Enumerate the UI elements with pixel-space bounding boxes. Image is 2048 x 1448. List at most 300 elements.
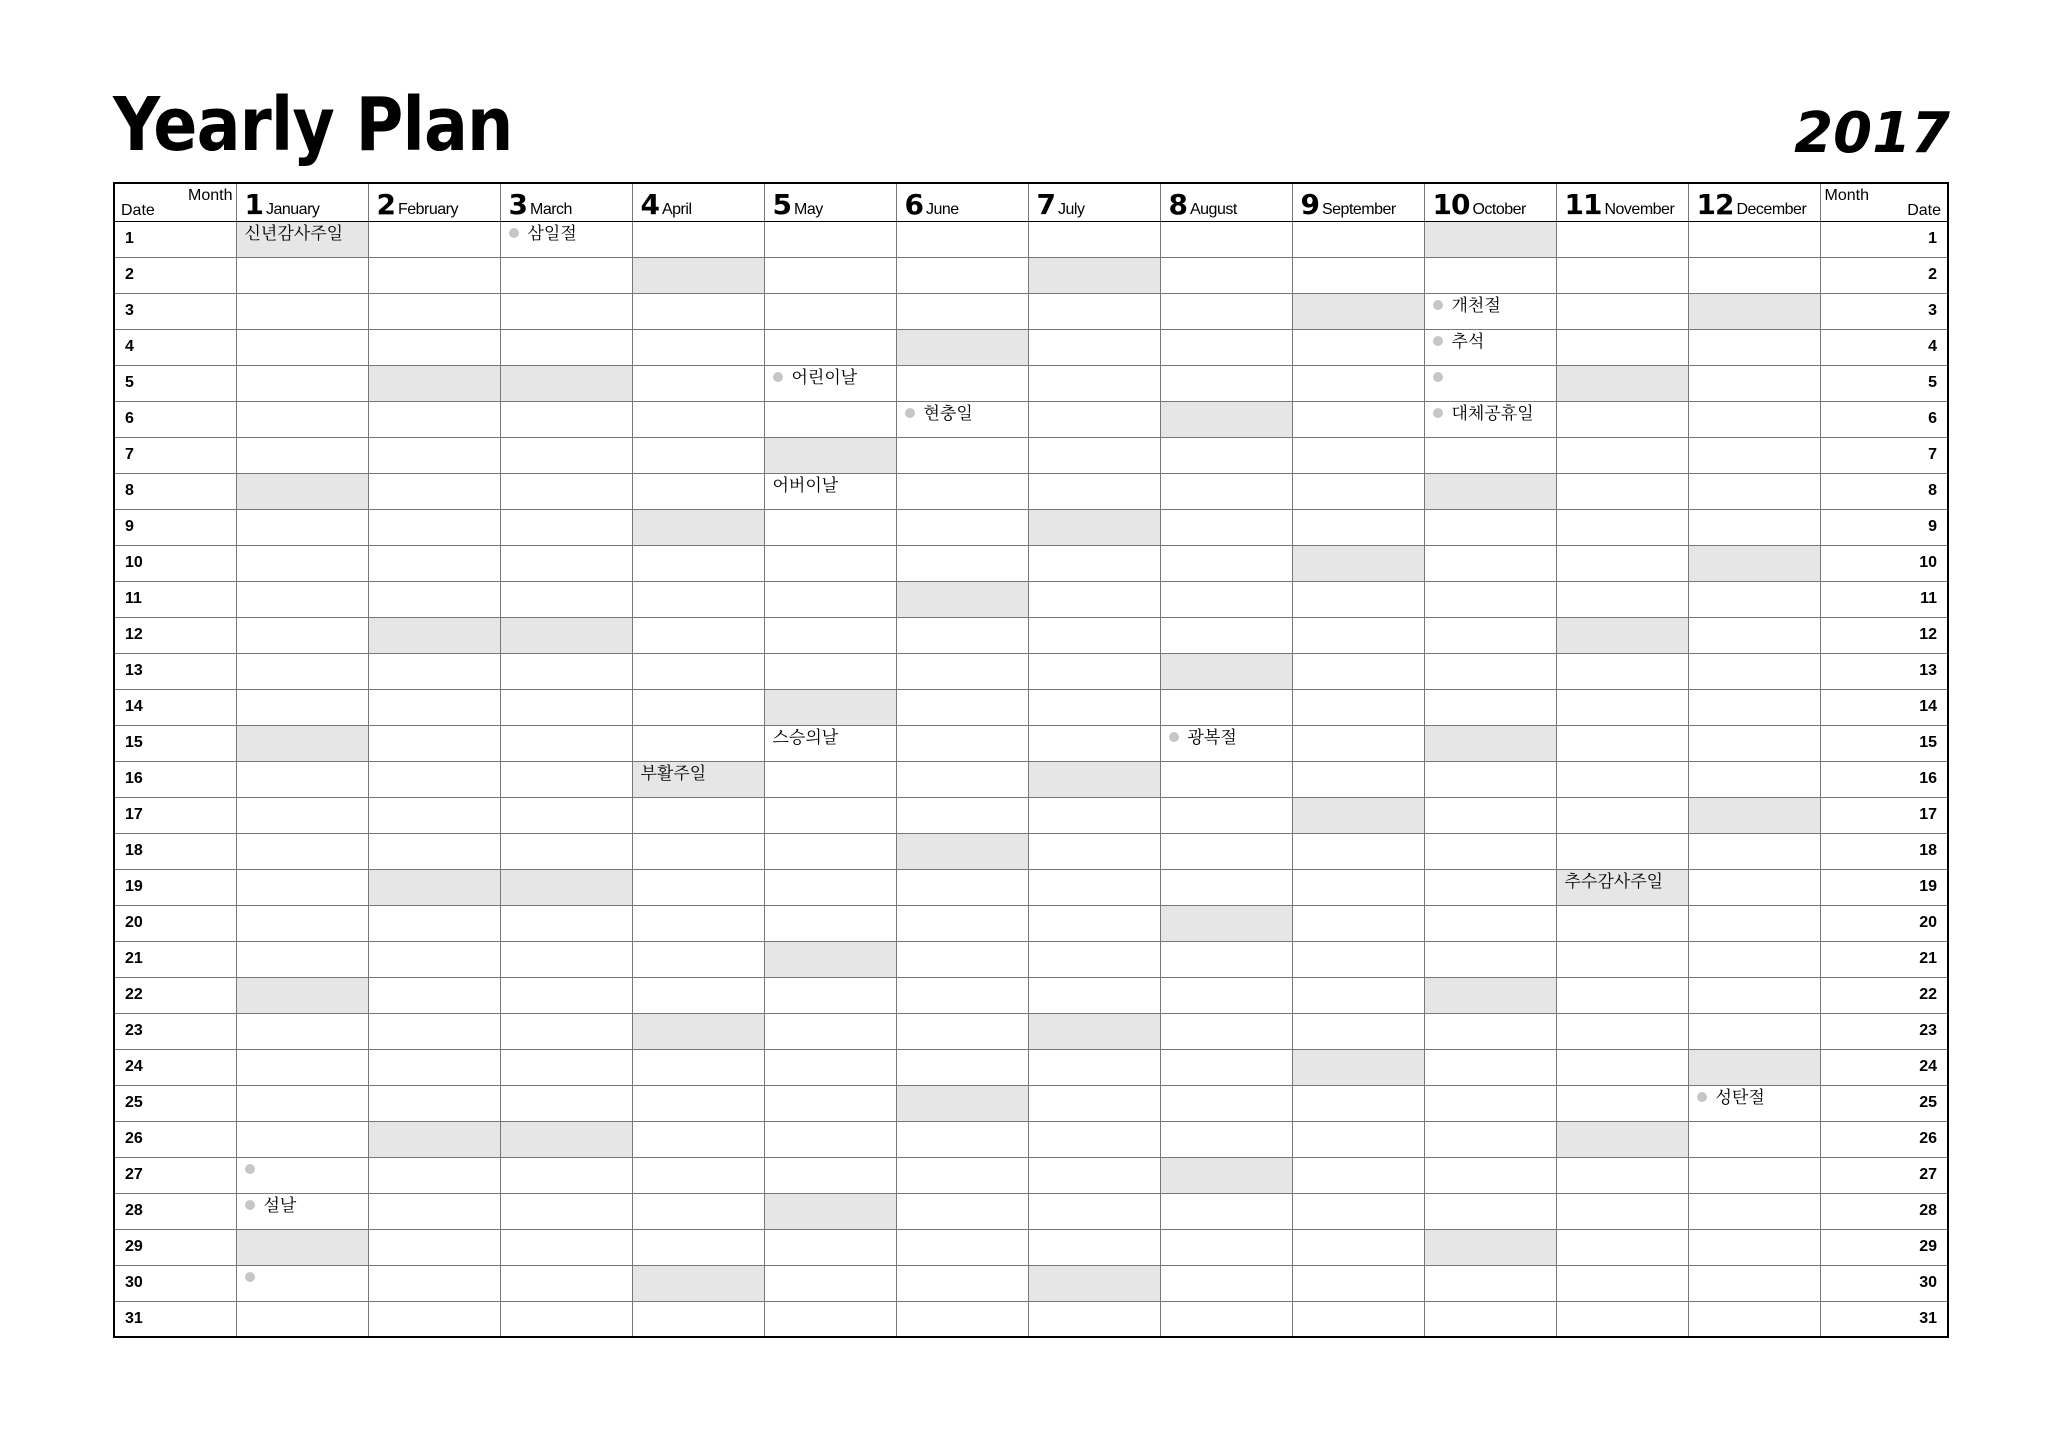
day-cell[interactable] [896, 1229, 1028, 1265]
day-cell[interactable] [1028, 1013, 1160, 1049]
day-cell[interactable] [500, 833, 632, 869]
day-cell[interactable] [1292, 1157, 1424, 1193]
day-cell[interactable] [1688, 1013, 1820, 1049]
day-cell[interactable] [1424, 1301, 1556, 1337]
day-cell[interactable] [368, 437, 500, 473]
day-cell[interactable] [632, 509, 764, 545]
day-cell[interactable] [1028, 1049, 1160, 1085]
day-cell[interactable] [1292, 833, 1424, 869]
day-cell[interactable] [896, 1121, 1028, 1157]
day-cell[interactable] [1424, 1085, 1556, 1121]
day-cell[interactable] [1556, 1085, 1688, 1121]
day-cell[interactable] [1160, 401, 1292, 437]
day-cell[interactable] [896, 221, 1028, 257]
day-cell[interactable] [1556, 653, 1688, 689]
day-cell[interactable] [1424, 1265, 1556, 1301]
day-cell[interactable] [500, 257, 632, 293]
day-cell[interactable] [236, 293, 368, 329]
day-cell[interactable] [1028, 329, 1160, 365]
day-cell[interactable] [1028, 977, 1160, 1013]
day-cell[interactable] [1688, 581, 1820, 617]
day-cell[interactable] [1556, 1229, 1688, 1265]
day-cell[interactable] [236, 509, 368, 545]
day-cell[interactable] [1688, 509, 1820, 545]
day-cell[interactable] [1688, 905, 1820, 941]
day-cell[interactable] [1556, 617, 1688, 653]
day-cell[interactable] [764, 761, 896, 797]
day-cell[interactable] [368, 1265, 500, 1301]
day-cell[interactable] [764, 1301, 896, 1337]
day-cell[interactable] [896, 689, 1028, 725]
day-cell[interactable] [896, 833, 1028, 869]
day-cell[interactable] [368, 941, 500, 977]
day-cell[interactable] [368, 581, 500, 617]
day-cell[interactable] [368, 797, 500, 833]
day-cell[interactable] [368, 653, 500, 689]
day-cell[interactable] [1160, 617, 1292, 653]
day-cell[interactable] [1160, 725, 1292, 761]
day-cell[interactable] [1424, 1193, 1556, 1229]
day-cell[interactable] [1160, 509, 1292, 545]
day-cell[interactable] [1556, 869, 1688, 905]
day-cell[interactable] [1292, 473, 1424, 509]
day-cell[interactable] [1292, 1049, 1424, 1085]
day-cell[interactable] [896, 761, 1028, 797]
day-cell[interactable] [1160, 221, 1292, 257]
day-cell[interactable] [632, 833, 764, 869]
day-cell[interactable] [1028, 545, 1160, 581]
day-cell[interactable] [236, 1121, 368, 1157]
day-cell[interactable] [1028, 617, 1160, 653]
day-cell[interactable] [1424, 1229, 1556, 1265]
day-cell[interactable] [500, 653, 632, 689]
day-cell[interactable] [632, 941, 764, 977]
day-cell[interactable] [764, 833, 896, 869]
day-cell[interactable] [632, 1013, 764, 1049]
day-cell[interactable] [1160, 293, 1292, 329]
day-cell[interactable] [368, 905, 500, 941]
day-cell[interactable] [1292, 401, 1424, 437]
day-cell[interactable] [632, 545, 764, 581]
day-cell[interactable] [1556, 365, 1688, 401]
day-cell[interactable] [764, 689, 896, 725]
day-cell[interactable] [764, 221, 896, 257]
day-cell[interactable] [1424, 257, 1556, 293]
day-cell[interactable] [632, 1049, 764, 1085]
day-cell[interactable] [1688, 653, 1820, 689]
day-cell[interactable] [500, 941, 632, 977]
day-cell[interactable] [1688, 257, 1820, 293]
day-cell[interactable] [368, 1301, 500, 1337]
day-cell[interactable] [896, 1157, 1028, 1193]
day-cell[interactable] [632, 761, 764, 797]
day-cell[interactable] [632, 797, 764, 833]
day-cell[interactable] [1424, 581, 1556, 617]
day-cell[interactable] [896, 581, 1028, 617]
day-cell[interactable] [1160, 1157, 1292, 1193]
day-cell[interactable] [1292, 869, 1424, 905]
day-cell[interactable] [1556, 1013, 1688, 1049]
day-cell[interactable] [896, 797, 1028, 833]
day-cell[interactable] [764, 1229, 896, 1265]
day-cell[interactable] [1556, 329, 1688, 365]
day-cell[interactable] [764, 1265, 896, 1301]
day-cell[interactable] [236, 689, 368, 725]
day-cell[interactable] [1688, 221, 1820, 257]
day-cell[interactable] [1688, 1193, 1820, 1229]
day-cell[interactable] [764, 257, 896, 293]
day-cell[interactable] [500, 725, 632, 761]
day-cell[interactable] [1028, 1085, 1160, 1121]
day-cell[interactable] [1556, 1157, 1688, 1193]
day-cell[interactable] [236, 257, 368, 293]
day-cell[interactable] [764, 365, 896, 401]
day-cell[interactable] [236, 1193, 368, 1229]
day-cell[interactable] [1292, 941, 1424, 977]
day-cell[interactable] [236, 1157, 368, 1193]
day-cell[interactable] [1028, 437, 1160, 473]
day-cell[interactable] [1688, 545, 1820, 581]
day-cell[interactable] [236, 653, 368, 689]
day-cell[interactable] [500, 437, 632, 473]
day-cell[interactable] [368, 1049, 500, 1085]
day-cell[interactable] [1028, 797, 1160, 833]
day-cell[interactable] [1292, 437, 1424, 473]
day-cell[interactable] [500, 1265, 632, 1301]
day-cell[interactable] [1292, 221, 1424, 257]
day-cell[interactable] [236, 1229, 368, 1265]
day-cell[interactable] [1424, 905, 1556, 941]
day-cell[interactable] [1424, 365, 1556, 401]
day-cell[interactable] [896, 1193, 1028, 1229]
day-cell[interactable] [1292, 293, 1424, 329]
day-cell[interactable] [632, 725, 764, 761]
day-cell[interactable] [1160, 1049, 1292, 1085]
day-cell[interactable] [1556, 1265, 1688, 1301]
day-cell[interactable] [896, 257, 1028, 293]
day-cell[interactable] [632, 581, 764, 617]
day-cell[interactable] [764, 653, 896, 689]
day-cell[interactable] [500, 1157, 632, 1193]
day-cell[interactable] [500, 581, 632, 617]
day-cell[interactable] [632, 869, 764, 905]
day-cell[interactable] [632, 1157, 764, 1193]
day-cell[interactable] [236, 977, 368, 1013]
day-cell[interactable] [236, 833, 368, 869]
day-cell[interactable] [1424, 761, 1556, 797]
day-cell[interactable] [1688, 833, 1820, 869]
day-cell[interactable] [1688, 761, 1820, 797]
day-cell[interactable] [632, 365, 764, 401]
day-cell[interactable] [1028, 1229, 1160, 1265]
day-cell[interactable] [1292, 977, 1424, 1013]
day-cell[interactable] [1028, 1193, 1160, 1229]
day-cell[interactable] [1556, 689, 1688, 725]
day-cell[interactable] [368, 221, 500, 257]
day-cell[interactable] [1160, 473, 1292, 509]
day-cell[interactable] [236, 365, 368, 401]
day-cell[interactable] [1556, 293, 1688, 329]
day-cell[interactable] [632, 293, 764, 329]
day-cell[interactable] [632, 401, 764, 437]
day-cell[interactable] [896, 437, 1028, 473]
day-cell[interactable] [1292, 581, 1424, 617]
day-cell[interactable] [1292, 1085, 1424, 1121]
day-cell[interactable] [1424, 1013, 1556, 1049]
day-cell[interactable] [1424, 977, 1556, 1013]
day-cell[interactable] [1556, 545, 1688, 581]
day-cell[interactable] [1556, 977, 1688, 1013]
day-cell[interactable] [896, 1301, 1028, 1337]
day-cell[interactable] [368, 761, 500, 797]
day-cell[interactable] [500, 1085, 632, 1121]
day-cell[interactable] [1688, 1049, 1820, 1085]
day-cell[interactable] [1424, 869, 1556, 905]
day-cell[interactable] [236, 797, 368, 833]
day-cell[interactable] [500, 1301, 632, 1337]
day-cell[interactable] [1028, 257, 1160, 293]
day-cell[interactable] [500, 797, 632, 833]
day-cell[interactable] [1688, 473, 1820, 509]
day-cell[interactable] [500, 293, 632, 329]
day-cell[interactable] [236, 545, 368, 581]
day-cell[interactable] [1292, 545, 1424, 581]
day-cell[interactable] [896, 293, 1028, 329]
day-cell[interactable] [1556, 833, 1688, 869]
day-cell[interactable] [1160, 869, 1292, 905]
day-cell[interactable] [1688, 1085, 1820, 1121]
day-cell[interactable] [764, 329, 896, 365]
day-cell[interactable] [1688, 1301, 1820, 1337]
day-cell[interactable] [896, 401, 1028, 437]
day-cell[interactable] [1160, 365, 1292, 401]
day-cell[interactable] [1160, 1085, 1292, 1121]
day-cell[interactable] [896, 1085, 1028, 1121]
day-cell[interactable] [368, 689, 500, 725]
day-cell[interactable] [368, 869, 500, 905]
day-cell[interactable] [368, 1121, 500, 1157]
day-cell[interactable] [1028, 905, 1160, 941]
day-cell[interactable] [632, 689, 764, 725]
day-cell[interactable] [368, 617, 500, 653]
day-cell[interactable] [1688, 797, 1820, 833]
day-cell[interactable] [1028, 869, 1160, 905]
day-cell[interactable] [896, 941, 1028, 977]
day-cell[interactable] [1292, 617, 1424, 653]
day-cell[interactable] [764, 869, 896, 905]
day-cell[interactable] [896, 1013, 1028, 1049]
day-cell[interactable] [1160, 833, 1292, 869]
day-cell[interactable] [500, 545, 632, 581]
day-cell[interactable] [1028, 221, 1160, 257]
day-cell[interactable] [1556, 905, 1688, 941]
day-cell[interactable] [368, 509, 500, 545]
day-cell[interactable] [236, 905, 368, 941]
day-cell[interactable] [1688, 1265, 1820, 1301]
day-cell[interactable] [896, 869, 1028, 905]
day-cell[interactable] [500, 761, 632, 797]
day-cell[interactable] [1424, 1121, 1556, 1157]
day-cell[interactable] [368, 1085, 500, 1121]
day-cell[interactable] [1292, 365, 1424, 401]
day-cell[interactable] [236, 401, 368, 437]
day-cell[interactable] [368, 401, 500, 437]
day-cell[interactable] [1028, 581, 1160, 617]
day-cell[interactable] [1424, 401, 1556, 437]
day-cell[interactable] [236, 581, 368, 617]
day-cell[interactable] [1292, 653, 1424, 689]
day-cell[interactable] [1160, 437, 1292, 473]
day-cell[interactable] [896, 1049, 1028, 1085]
day-cell[interactable] [1028, 293, 1160, 329]
day-cell[interactable] [1160, 1013, 1292, 1049]
day-cell[interactable] [764, 1157, 896, 1193]
day-cell[interactable] [500, 329, 632, 365]
day-cell[interactable] [1424, 689, 1556, 725]
day-cell[interactable] [1556, 1193, 1688, 1229]
day-cell[interactable] [1556, 473, 1688, 509]
day-cell[interactable] [236, 1013, 368, 1049]
day-cell[interactable] [500, 1193, 632, 1229]
day-cell[interactable] [1688, 617, 1820, 653]
day-cell[interactable] [1028, 1301, 1160, 1337]
day-cell[interactable] [1424, 545, 1556, 581]
day-cell[interactable] [1556, 725, 1688, 761]
day-cell[interactable] [1292, 1013, 1424, 1049]
day-cell[interactable] [1292, 257, 1424, 293]
day-cell[interactable] [1688, 365, 1820, 401]
day-cell[interactable] [1556, 1301, 1688, 1337]
day-cell[interactable] [1160, 545, 1292, 581]
day-cell[interactable] [1556, 797, 1688, 833]
day-cell[interactable] [632, 437, 764, 473]
day-cell[interactable] [500, 221, 632, 257]
day-cell[interactable] [896, 329, 1028, 365]
day-cell[interactable] [1160, 581, 1292, 617]
day-cell[interactable] [1028, 1265, 1160, 1301]
day-cell[interactable] [764, 905, 896, 941]
day-cell[interactable] [1424, 329, 1556, 365]
day-cell[interactable] [500, 977, 632, 1013]
day-cell[interactable] [632, 221, 764, 257]
day-cell[interactable] [1688, 869, 1820, 905]
day-cell[interactable] [1424, 509, 1556, 545]
day-cell[interactable] [764, 581, 896, 617]
day-cell[interactable] [1160, 1229, 1292, 1265]
day-cell[interactable] [1028, 1157, 1160, 1193]
day-cell[interactable] [236, 221, 368, 257]
day-cell[interactable] [236, 437, 368, 473]
day-cell[interactable] [368, 1157, 500, 1193]
day-cell[interactable] [1292, 689, 1424, 725]
day-cell[interactable] [236, 329, 368, 365]
day-cell[interactable] [764, 1193, 896, 1229]
day-cell[interactable] [764, 617, 896, 653]
day-cell[interactable] [632, 1301, 764, 1337]
day-cell[interactable] [1160, 653, 1292, 689]
day-cell[interactable] [368, 1013, 500, 1049]
day-cell[interactable] [236, 1301, 368, 1337]
day-cell[interactable] [1424, 725, 1556, 761]
day-cell[interactable] [1160, 797, 1292, 833]
day-cell[interactable] [368, 365, 500, 401]
day-cell[interactable] [896, 977, 1028, 1013]
day-cell[interactable] [368, 725, 500, 761]
day-cell[interactable] [236, 1265, 368, 1301]
day-cell[interactable] [632, 905, 764, 941]
day-cell[interactable] [1028, 761, 1160, 797]
day-cell[interactable] [896, 1265, 1028, 1301]
day-cell[interactable] [500, 1049, 632, 1085]
day-cell[interactable] [632, 1121, 764, 1157]
day-cell[interactable] [1556, 761, 1688, 797]
day-cell[interactable] [1160, 905, 1292, 941]
day-cell[interactable] [1424, 797, 1556, 833]
day-cell[interactable] [1028, 365, 1160, 401]
day-cell[interactable] [500, 905, 632, 941]
day-cell[interactable] [632, 1085, 764, 1121]
day-cell[interactable] [1688, 437, 1820, 473]
day-cell[interactable] [1028, 1121, 1160, 1157]
day-cell[interactable] [1556, 437, 1688, 473]
day-cell[interactable] [236, 725, 368, 761]
day-cell[interactable] [368, 977, 500, 1013]
day-cell[interactable] [1688, 401, 1820, 437]
day-cell[interactable] [632, 257, 764, 293]
day-cell[interactable] [896, 905, 1028, 941]
day-cell[interactable] [500, 401, 632, 437]
day-cell[interactable] [1292, 1193, 1424, 1229]
day-cell[interactable] [1688, 689, 1820, 725]
day-cell[interactable] [1424, 221, 1556, 257]
day-cell[interactable] [1424, 1157, 1556, 1193]
day-cell[interactable] [764, 509, 896, 545]
day-cell[interactable] [764, 797, 896, 833]
day-cell[interactable] [1688, 977, 1820, 1013]
day-cell[interactable] [896, 725, 1028, 761]
day-cell[interactable] [764, 1049, 896, 1085]
day-cell[interactable] [1688, 1157, 1820, 1193]
day-cell[interactable] [896, 473, 1028, 509]
day-cell[interactable] [1424, 1049, 1556, 1085]
day-cell[interactable] [1292, 509, 1424, 545]
day-cell[interactable] [1424, 941, 1556, 977]
day-cell[interactable] [1688, 941, 1820, 977]
day-cell[interactable] [1556, 221, 1688, 257]
day-cell[interactable] [1160, 941, 1292, 977]
day-cell[interactable] [236, 473, 368, 509]
day-cell[interactable] [1424, 833, 1556, 869]
day-cell[interactable] [1556, 1049, 1688, 1085]
day-cell[interactable] [1292, 761, 1424, 797]
day-cell[interactable] [764, 977, 896, 1013]
day-cell[interactable] [1028, 401, 1160, 437]
day-cell[interactable] [764, 293, 896, 329]
day-cell[interactable] [632, 329, 764, 365]
day-cell[interactable] [1424, 293, 1556, 329]
day-cell[interactable] [1028, 653, 1160, 689]
day-cell[interactable] [236, 617, 368, 653]
day-cell[interactable] [1556, 941, 1688, 977]
day-cell[interactable] [764, 941, 896, 977]
day-cell[interactable] [632, 1229, 764, 1265]
day-cell[interactable] [1688, 725, 1820, 761]
day-cell[interactable] [1688, 1229, 1820, 1265]
day-cell[interactable] [764, 545, 896, 581]
day-cell[interactable] [500, 1121, 632, 1157]
day-cell[interactable] [236, 869, 368, 905]
day-cell[interactable] [896, 545, 1028, 581]
